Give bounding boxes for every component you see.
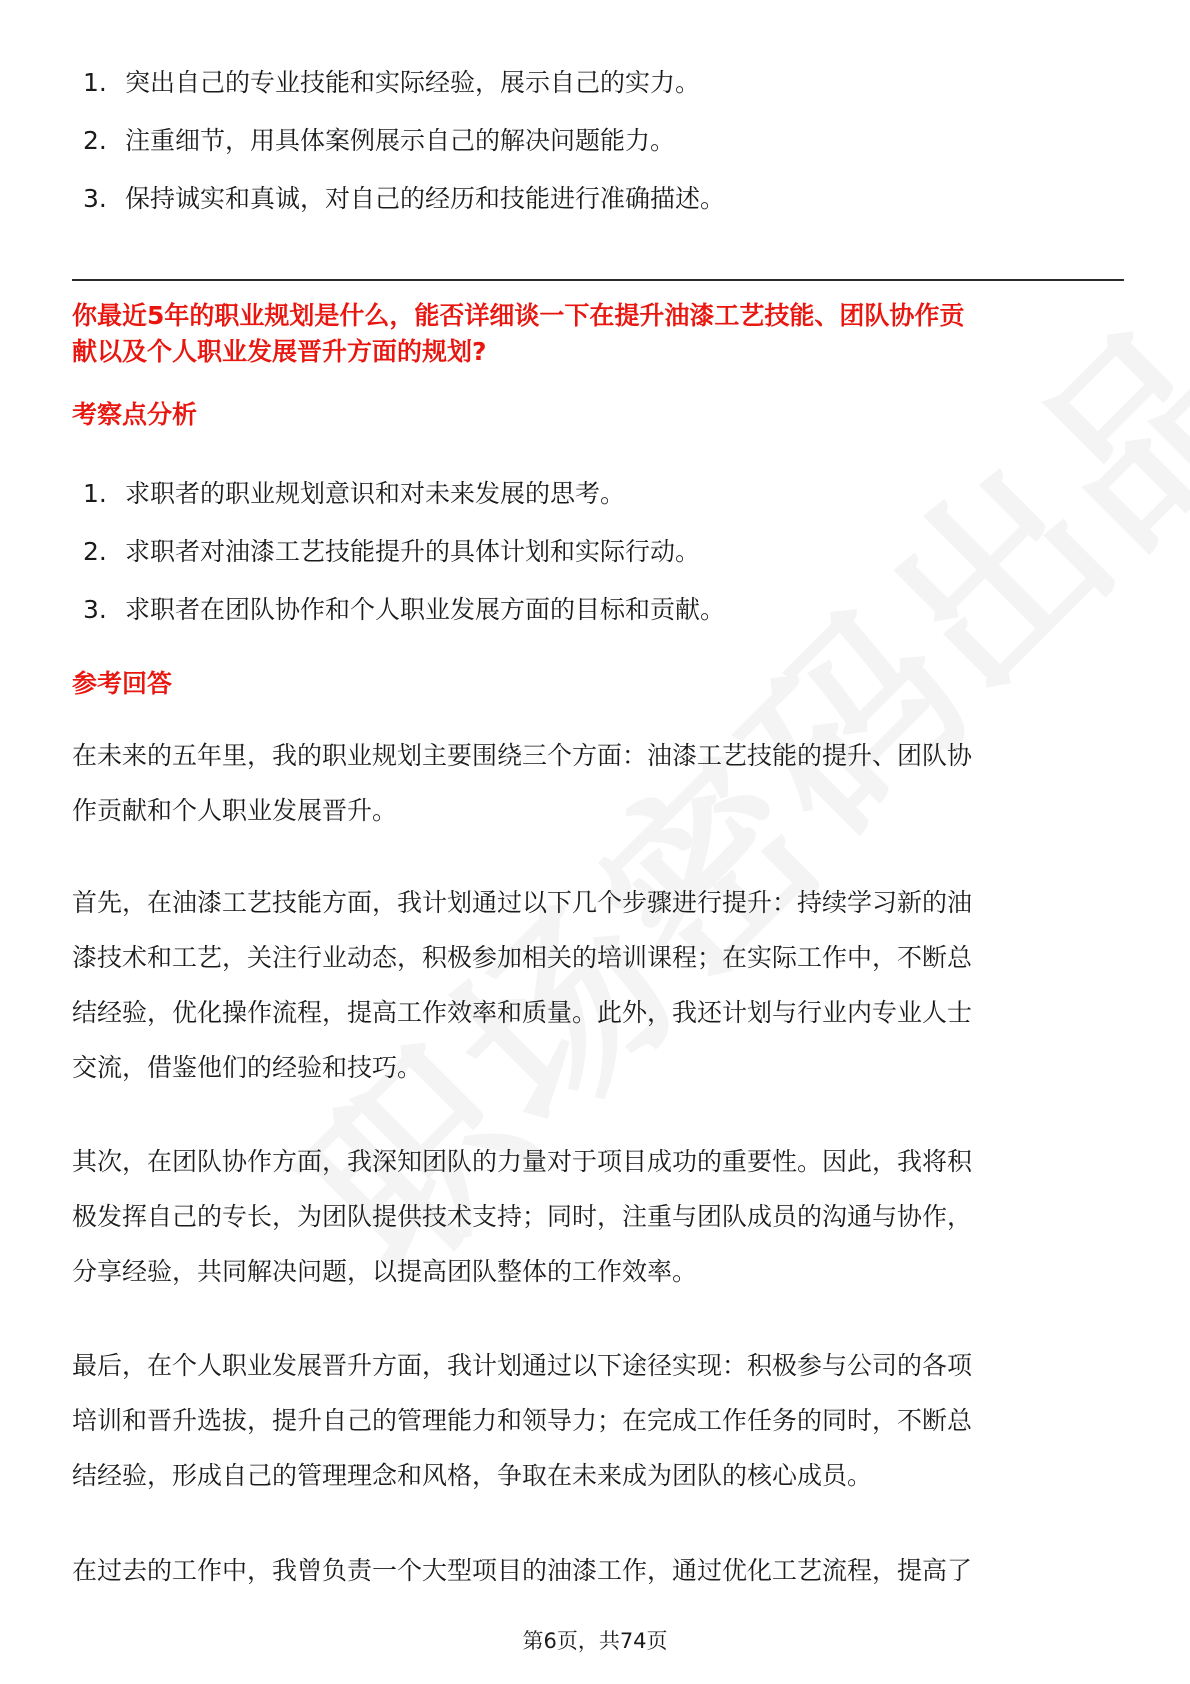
list-text: 保持诚实和真诚，对自己的经历和技能进行准确描述。: [125, 184, 726, 213]
list-item: [83, 112, 1123, 170]
page-number: 第6页，共74页: [522, 1629, 668, 1653]
list-text: 突出自己的专业技能和实际经验，展示自己的实力。: [125, 68, 701, 97]
paragraph-line: 极发挥自己的专长，为团队提供技术支持；同时，注重与团队成员的沟通与协作，: [72, 1202, 973, 1231]
answer-heading: 参考回答: [72, 669, 173, 698]
question-line: 献以及个人职业发展晋升方面的规划?: [72, 337, 487, 366]
list-number: 3.: [83, 184, 107, 213]
paragraph-line: 首先，在油漆工艺技能方面，我计划通过以下几个步骤进行提升：持续学习新的油: [72, 888, 973, 917]
paragraph-line: 作贡献和个人职业发展晋升。: [72, 796, 398, 825]
section-divider: [72, 279, 1124, 281]
list-number: 1.: [83, 479, 107, 508]
list-item: [83, 581, 1123, 639]
list-item: [83, 465, 1123, 523]
answer-paragraph: [72, 728, 1127, 838]
question-line: 你最近5年的职业规划是什么，能否详细谈一下在提升油漆工艺技能、团队协作贡: [72, 301, 965, 330]
paragraph-line: 其次，在团队协作方面，我深知团队的力量对于项目成功的重要性。因此，我将积: [72, 1147, 973, 1176]
answer-paragraph: [72, 1134, 1127, 1299]
list-item: [83, 523, 1123, 581]
list-text: 求职者对油漆工艺技能提升的具体计划和实际行动。: [125, 537, 701, 566]
list-item: [83, 170, 1123, 228]
list-text: 注重细节，用具体案例展示自己的解决问题能力。: [125, 126, 676, 155]
paragraph-line: 在未来的五年里，我的职业规划主要围绕三个方面：油漆工艺技能的提升、团队协: [72, 741, 973, 770]
paragraph-line: 最后，在个人职业发展晋升方面，我计划通过以下途径实现：积极参与公司的各项: [72, 1351, 973, 1380]
answer-paragraph: [72, 1543, 1127, 1598]
analysis-list: [83, 465, 1123, 639]
list-number: 3.: [83, 595, 107, 624]
paragraph-line: 培训和晋升选拔，提升自己的管理能力和领导力；在完成工作任务的同时，不断总: [72, 1406, 973, 1435]
answer-paragraph: [72, 875, 1127, 1095]
paragraph-line: 漆技术和工艺，关注行业动态，积极参加相关的培训课程；在实际工作中，不断总: [72, 943, 973, 972]
paragraph-line: 交流，借鉴他们的经验和技巧。: [72, 1053, 423, 1082]
paragraph-line: 分享经验，共同解决问题，以提高团队整体的工作效率。: [72, 1257, 698, 1286]
analysis-heading: 考察点分析: [72, 400, 198, 429]
list-text: 求职者的职业规划意识和对未来发展的思考。: [125, 479, 626, 508]
paragraph-line: 结经验，优化操作流程，提高工作效率和质量。此外，我还计划与行业内专业人士: [72, 998, 973, 1027]
list-number: 2.: [83, 126, 107, 155]
tips-list: [83, 54, 1123, 228]
list-number: 2.: [83, 537, 107, 566]
paragraph-line: 结经验，形成自己的管理理念和风格，争取在未来成为团队的核心成员。: [72, 1461, 873, 1490]
list-number: 1.: [83, 68, 107, 97]
list-text: 求职者在团队协作和个人职业发展方面的目标和贡献。: [125, 595, 726, 624]
paragraph-line: 在过去的工作中，我曾负责一个大型项目的油漆工作，通过优化工艺流程，提高了: [72, 1556, 973, 1585]
answer-paragraph: [72, 1338, 1127, 1503]
interview-question: [72, 298, 1132, 370]
list-item: [83, 54, 1123, 112]
